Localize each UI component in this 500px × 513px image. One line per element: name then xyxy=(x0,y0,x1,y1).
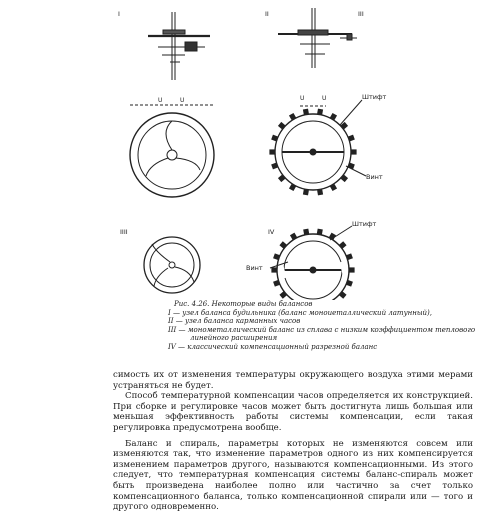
paragraph-1: симость их от изменения температуры окружающего воздуха этими мерами устраняться не будет. xyxy=(113,370,473,391)
svg-text:U: U xyxy=(322,95,327,102)
svg-text:U: U xyxy=(158,97,163,104)
view-label-iiii: IIII xyxy=(120,228,128,236)
view-label-i: I xyxy=(118,10,120,18)
balance-side-view-i xyxy=(148,12,210,80)
view-label-iv: IV xyxy=(268,228,275,236)
caption-item-iv: IV — классический компенсационный разрезной баланс xyxy=(168,342,378,351)
balance-screw xyxy=(274,254,279,259)
balance-screw xyxy=(350,268,354,272)
figure-caption xyxy=(168,300,476,351)
view-label-iii: III xyxy=(358,10,364,18)
caption-item-iii: III — монометаллический баланс из сплава с низким коэффициентом теплового xyxy=(168,325,476,334)
balance-screw xyxy=(349,135,354,140)
balance-wheel-iii xyxy=(144,237,200,293)
svg-text:U: U xyxy=(300,95,305,102)
caption-item-iii-cont: линейного расширения xyxy=(190,334,278,342)
paragraph-2: Способ температурной компенсации часов определяется их конструкцией. При сборке и регулировке часов может быть достигнута лишь большая или меньшая эффективность работы системы компенсации, если такая регулировка предусмотрена вообще. xyxy=(113,391,473,433)
balance-screw xyxy=(272,135,277,140)
balance-screw xyxy=(272,268,276,272)
balance-screw xyxy=(270,150,274,154)
balance-screw xyxy=(272,163,277,168)
callout-shtift-bottom: Штифт xyxy=(352,220,377,228)
balance-screw xyxy=(318,109,323,114)
balance-side-view-ii xyxy=(278,8,357,68)
balance-screw xyxy=(304,229,309,234)
balance-screw xyxy=(347,254,352,259)
balance-screw xyxy=(347,281,352,286)
balance-screw xyxy=(352,150,356,154)
balance-wheel-i xyxy=(130,105,214,197)
balance-wheel-ii xyxy=(275,106,351,190)
callout-vint-top: Винт xyxy=(366,173,383,181)
body-text xyxy=(113,370,473,513)
balance-screw xyxy=(274,281,279,286)
balance-wheel-iv xyxy=(277,234,349,300)
balance-screw xyxy=(317,229,322,234)
caption-item-ii: II — узел баланса карманных часов xyxy=(168,317,301,325)
callout-shtift-top: Штифт xyxy=(362,93,387,101)
callout-vint-bottom: Винт xyxy=(246,264,263,272)
balance-screw xyxy=(304,190,309,195)
balance-screw xyxy=(318,190,323,195)
caption-title: Рис. 4.26. Некоторые виды балансов xyxy=(174,300,313,308)
balance-screw xyxy=(304,109,309,114)
caption-item-i: I — узел баланса будильника (баланс моноиеталлический латунный), xyxy=(168,308,433,317)
paragraph-3: Баланс и спираль, параметры которых не изменяются совсем или изменяются так, что изменение параметров одного из них компенсируется изменением параметров другого, называются компенсационными. Из этого следует, что температурная компенсация системы баланс-спираль может быть произведена наиболее полно или частично за счет только компенсационного баланса, только компенсационной спирали или — того и другого одновременно. xyxy=(113,438,473,513)
svg-text:U: U xyxy=(180,97,185,104)
view-label-ii: II xyxy=(265,10,269,18)
